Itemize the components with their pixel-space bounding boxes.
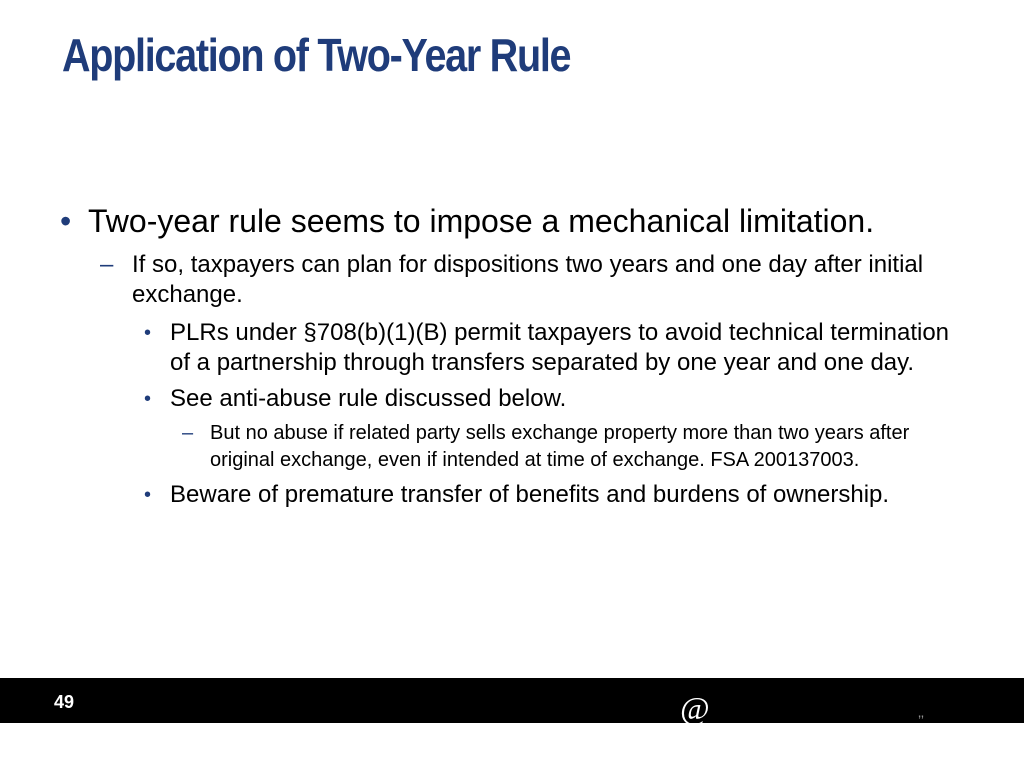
bullet-level1 — [58, 202, 958, 240]
bullet-list — [58, 202, 958, 516]
bullet-marker: • — [144, 322, 152, 344]
bullet-marker: • — [60, 203, 72, 239]
corner-mark: ’’ — [918, 712, 924, 728]
bullet-text: But no abuse if related party sells exchange property more than two years after original exchange, even if intended at time of exchange. FSA 200137003. — [210, 422, 910, 471]
bullet-text: Beware of premature transfer of benefits and burdens of ownership. — [170, 481, 890, 508]
bullet-text: PLRs under §708(b)(1)(B) permit taxpayers to avoid technical termination of a partnership through transfers separated by one year and one day. — [170, 319, 950, 376]
bullet-marker: • — [144, 388, 152, 410]
bullet-level4 — [182, 420, 958, 474]
dash-marker: – — [100, 251, 114, 278]
page-number: 49 — [54, 692, 75, 712]
bullet-level3 — [142, 318, 958, 378]
bullet-level2 — [100, 250, 958, 310]
dash-marker: – — [182, 422, 194, 444]
bullet-level3 — [142, 384, 958, 414]
slide-title: Application of Two-Year Rule — [62, 29, 571, 81]
bullet-text: Two-year rule seems to impose a mechanical limitation. — [88, 203, 875, 239]
bullet-text: See anti-abuse rule discussed below. — [170, 385, 567, 412]
footer-logo-mark: @ — [680, 690, 710, 726]
bullet-marker: • — [144, 484, 152, 506]
bullet-text: If so, taxpayers can plan for dispositions two years and one day after initial exchange. — [132, 251, 924, 308]
bullet-level3 — [142, 480, 958, 510]
footer-bar — [0, 678, 1024, 726]
